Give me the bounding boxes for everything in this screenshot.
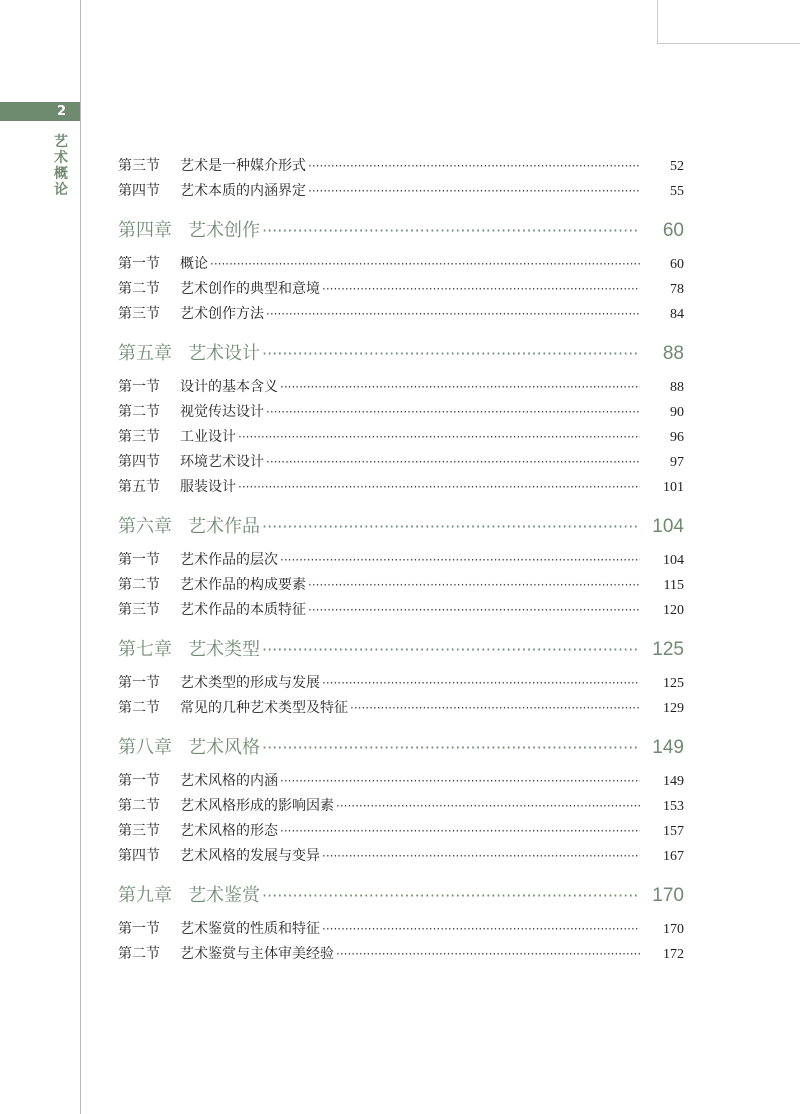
toc-chapter-entry[interactable] xyxy=(118,633,684,666)
chapter-number: 第六章 xyxy=(118,516,172,537)
toc-section-entry[interactable] xyxy=(118,573,684,598)
section-number: 第一节 xyxy=(118,256,160,272)
chapter-title: 艺术类型 xyxy=(188,639,260,660)
dot-leader xyxy=(262,214,640,247)
section-number: 第三节 xyxy=(118,429,160,445)
chapter-title: 艺术作品 xyxy=(188,516,260,537)
section-number: 第二节 xyxy=(118,700,160,716)
section-number: 第二节 xyxy=(118,946,160,962)
chapter-number: 第七章 xyxy=(118,639,172,660)
dot-leader xyxy=(238,425,640,450)
section-title: 环境艺术设计 xyxy=(180,454,264,470)
page-ref: 104 xyxy=(663,553,684,568)
table-of-contents xyxy=(118,154,684,967)
page-ref: 90 xyxy=(670,405,684,420)
dot-leader xyxy=(280,548,640,573)
section-number: 第三节 xyxy=(118,158,160,174)
section-title: 概论 xyxy=(180,256,208,272)
toc-section-entry[interactable] xyxy=(118,794,684,819)
section-title: 艺术本质的内涵界定 xyxy=(180,183,306,199)
page-ref: 153 xyxy=(663,799,684,814)
chapter-number: 第九章 xyxy=(118,885,172,906)
section-title: 艺术作品的本质特征 xyxy=(180,602,306,618)
section-number: 第二节 xyxy=(118,404,160,420)
toc-chapter-entry[interactable] xyxy=(118,510,684,543)
page-ref: 170 xyxy=(652,885,684,906)
toc-section-entry[interactable] xyxy=(118,548,684,573)
section-number: 第一节 xyxy=(118,921,160,937)
chapter-number: 第五章 xyxy=(118,343,172,364)
dot-leader xyxy=(280,819,640,844)
page-ref: 125 xyxy=(663,676,684,691)
dot-leader xyxy=(262,510,640,543)
toc-section-entry[interactable] xyxy=(118,671,684,696)
chapter-title: 艺术设计 xyxy=(188,343,260,364)
section-title: 服装设计 xyxy=(180,479,236,495)
page-number: 2 xyxy=(56,104,66,119)
page-ref: 55 xyxy=(670,184,684,199)
toc-chapter-entry[interactable] xyxy=(118,337,684,370)
section-number: 第五节 xyxy=(118,479,160,495)
section-number: 第二节 xyxy=(118,577,160,593)
section-title: 艺术作品的层次 xyxy=(180,552,278,568)
chapter-number: 第八章 xyxy=(118,737,172,758)
chapter-number: 第四章 xyxy=(118,220,172,241)
section-number: 第二节 xyxy=(118,798,160,814)
page-ref: 97 xyxy=(670,455,684,470)
page-ref: 115 xyxy=(663,578,684,593)
toc-section-entry[interactable] xyxy=(118,942,684,967)
page-ref: 60 xyxy=(662,220,684,241)
toc-section-entry[interactable] xyxy=(118,277,684,302)
toc-section-entry[interactable] xyxy=(118,917,684,942)
toc-section-entry[interactable] xyxy=(118,769,684,794)
toc-section-entry[interactable] xyxy=(118,450,684,475)
dot-leader xyxy=(308,598,640,623)
section-title: 艺术鉴赏与主体审美经验 xyxy=(180,946,334,962)
dot-leader xyxy=(308,573,640,598)
page-ref: 88 xyxy=(670,380,684,395)
corner-box xyxy=(657,0,800,44)
dot-leader xyxy=(266,302,640,327)
dot-leader xyxy=(336,794,640,819)
dot-leader xyxy=(262,879,640,912)
section-title: 艺术风格的形态 xyxy=(180,823,278,839)
section-title: 艺术作品的构成要素 xyxy=(180,577,306,593)
chapter-title: 艺术鉴赏 xyxy=(188,885,260,906)
page-ref: 149 xyxy=(652,737,684,758)
toc-section-entry[interactable] xyxy=(118,475,684,500)
page-ref: 125 xyxy=(652,639,684,660)
dot-leader xyxy=(266,400,640,425)
dot-leader xyxy=(262,633,640,666)
running-book-title: 艺术概论 xyxy=(54,134,68,198)
section-title: 艺术风格的内涵 xyxy=(180,773,278,789)
page-ref: 149 xyxy=(663,774,684,789)
toc-chapter-entry[interactable] xyxy=(118,214,684,247)
dot-leader xyxy=(322,671,640,696)
toc-section-entry[interactable] xyxy=(118,179,684,204)
toc-section-entry[interactable] xyxy=(118,375,684,400)
chapter-title: 艺术创作 xyxy=(188,220,260,241)
toc-chapter-entry[interactable] xyxy=(118,879,684,912)
page-ref: 129 xyxy=(663,701,684,716)
dot-leader xyxy=(280,375,640,400)
dot-leader xyxy=(336,942,640,967)
section-title: 常见的几种艺术类型及特征 xyxy=(180,700,348,716)
section-title: 视觉传达设计 xyxy=(180,404,264,420)
chapter-title: 艺术风格 xyxy=(188,737,260,758)
section-number: 第三节 xyxy=(118,602,160,618)
section-title: 艺术类型的形成与发展 xyxy=(180,675,320,691)
dot-leader xyxy=(262,337,640,370)
toc-section-entry[interactable] xyxy=(118,302,684,327)
toc-section-entry[interactable] xyxy=(118,425,684,450)
dot-leader xyxy=(322,277,640,302)
dot-leader xyxy=(238,475,640,500)
section-number: 第三节 xyxy=(118,306,160,322)
toc-section-entry[interactable] xyxy=(118,400,684,425)
section-number: 第一节 xyxy=(118,552,160,568)
toc-section-entry[interactable] xyxy=(118,844,684,869)
section-number: 第三节 xyxy=(118,823,160,839)
dot-leader xyxy=(350,696,640,721)
page-ref: 120 xyxy=(663,603,684,618)
section-title: 艺术鉴赏的性质和特征 xyxy=(180,921,320,937)
page-ref: 78 xyxy=(670,282,684,297)
section-title: 艺术风格形成的影响因素 xyxy=(180,798,334,814)
dot-leader xyxy=(210,252,640,277)
dot-leader xyxy=(280,769,640,794)
toc-section-entry[interactable] xyxy=(118,252,684,277)
page-ref: 170 xyxy=(663,922,684,937)
section-number: 第一节 xyxy=(118,773,160,789)
section-title: 艺术创作方法 xyxy=(180,306,264,322)
section-number: 第四节 xyxy=(118,183,160,199)
page-ref: 104 xyxy=(652,516,684,537)
dot-leader xyxy=(322,844,640,869)
section-number: 第一节 xyxy=(118,675,160,691)
page-ref: 84 xyxy=(670,307,684,322)
section-number: 第二节 xyxy=(118,281,160,297)
section-number: 第四节 xyxy=(118,454,160,470)
page-ref: 172 xyxy=(663,947,684,962)
dot-leader xyxy=(266,450,640,475)
dot-leader xyxy=(308,179,640,204)
section-title: 艺术风格的发展与变异 xyxy=(180,848,320,864)
section-title: 艺术创作的典型和意境 xyxy=(180,281,320,297)
dot-leader xyxy=(322,917,640,942)
toc-section-entry[interactable] xyxy=(118,154,684,179)
toc-section-entry[interactable] xyxy=(118,819,684,844)
dot-leader xyxy=(262,731,640,764)
page-ref: 157 xyxy=(663,824,684,839)
section-title: 艺术是一种媒介形式 xyxy=(180,158,306,174)
page-ref: 96 xyxy=(670,430,684,445)
section-number: 第四节 xyxy=(118,848,160,864)
dot-leader xyxy=(308,154,640,179)
page-ref: 60 xyxy=(670,257,684,272)
section-number: 第一节 xyxy=(118,379,160,395)
margin-rule xyxy=(80,0,81,1114)
section-title: 工业设计 xyxy=(180,429,236,445)
toc-section-entry[interactable] xyxy=(118,696,684,721)
section-title: 设计的基本含义 xyxy=(180,379,278,395)
page-ref: 167 xyxy=(663,849,684,864)
toc-chapter-entry[interactable] xyxy=(118,731,684,764)
page-number-tab xyxy=(0,102,80,121)
toc-section-entry[interactable] xyxy=(118,598,684,623)
page-ref: 88 xyxy=(662,343,684,364)
page-ref: 52 xyxy=(670,159,684,174)
page-ref: 101 xyxy=(663,480,684,495)
